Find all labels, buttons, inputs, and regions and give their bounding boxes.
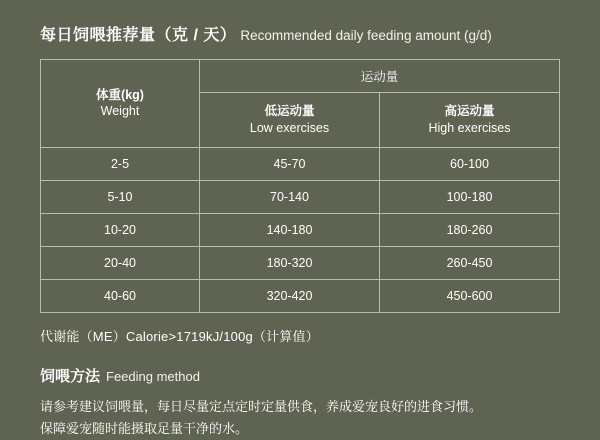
table-row [41,213,560,246]
cell-low: 320-420 [200,279,380,312]
cell-high: 260-450 [380,246,560,279]
header-weight-cn: 体重(kg) [96,87,144,102]
table-row [41,246,560,279]
page-title [40,22,560,45]
page-title-en: Recommended daily feeding amount (g/d) [240,28,492,43]
table-head [41,60,560,148]
cell-high: 180-260 [380,213,560,246]
table-header-row-1 [41,60,560,93]
header-high-exercise-en: High exercises [428,120,511,135]
table-body [41,147,560,312]
cell-weight: 40-60 [41,279,200,312]
cell-low: 180-320 [200,246,380,279]
cell-weight: 20-40 [41,246,200,279]
header-weight [41,60,200,148]
header-low-exercise-cn: 低运动量 [264,104,315,118]
cell-low: 140-180 [200,213,380,246]
header-high-exercise-cn: 高运动量 [444,104,495,118]
header-low-exercise [200,93,380,148]
table-row [41,180,560,213]
header-high-exercise [380,93,560,148]
header-activity: 运动量 [200,60,560,93]
feeding-method-heading [40,365,560,386]
cell-high: 450-600 [380,279,560,312]
cell-weight: 10-20 [41,213,200,246]
cell-low: 45-70 [200,147,380,180]
cell-high: 100-180 [380,180,560,213]
header-weight-en: Weight [100,104,140,119]
cell-high: 60-100 [380,147,560,180]
table-row [41,147,560,180]
header-low-exercise-en: Low exercises [249,120,330,135]
feeding-method-line-1: 请参考建议饲喂量，每日尽量定点定时定量供食，养成爱宠良好的进食习惯。 [40,398,483,414]
cell-weight: 2-5 [41,147,200,180]
cell-weight: 5-10 [41,180,200,213]
feeding-amount-table [40,59,560,313]
table-row [41,279,560,312]
cell-low: 70-140 [200,180,380,213]
feeding-method-heading-cn: 饲喂方法 [40,367,101,385]
feeding-method-line-2: 保障爱宠随时能摄取足量干净的水。 [40,420,249,436]
feeding-method-heading-en: Feeding method [106,368,200,384]
page-title-cn: 每日饲喂推荐量（克 / 天） [40,27,237,44]
metabolizable-energy-note: 代谢能（ME）Calorie>1719kJ/100g（计算值） [40,328,319,344]
